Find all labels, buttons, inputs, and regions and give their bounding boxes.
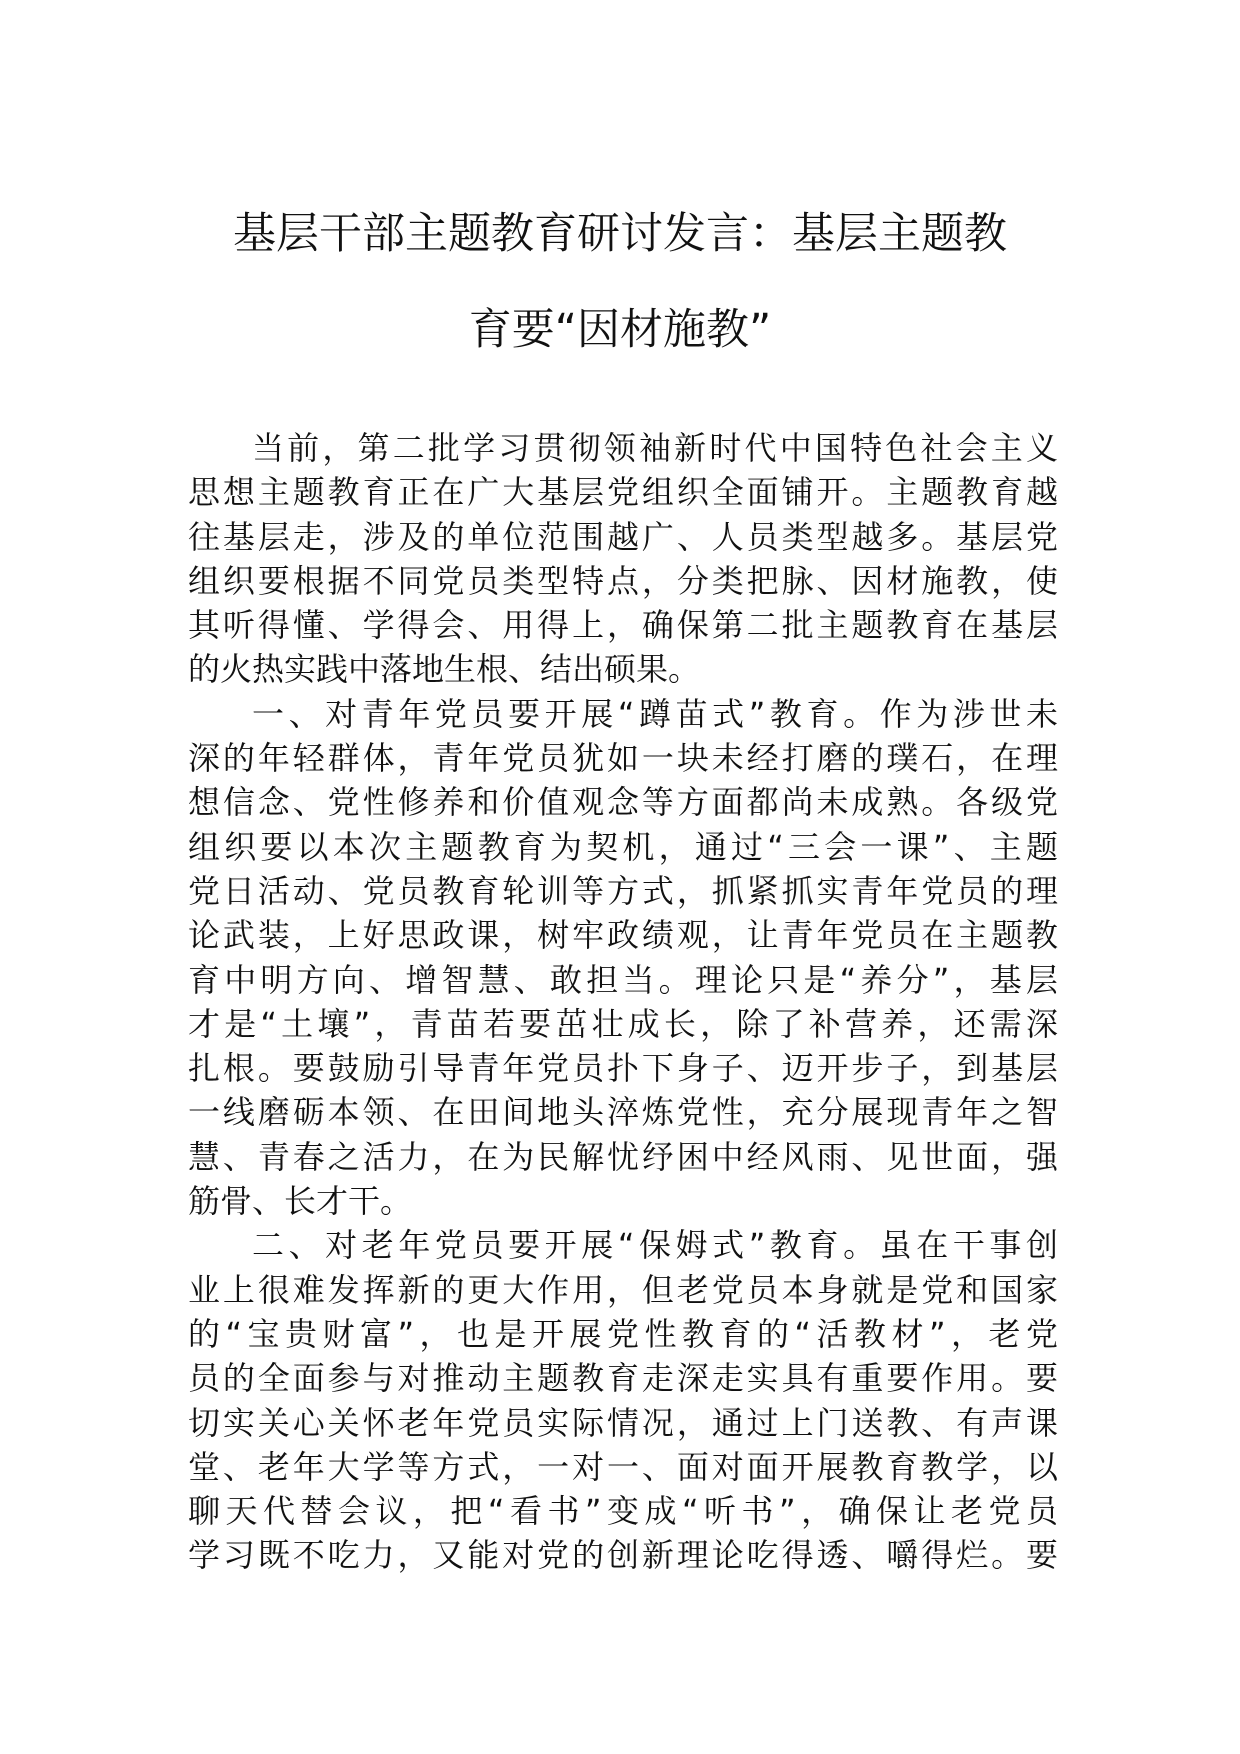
text-line: 当前，第二批学习贯彻领袖新时代中国特色社会主义	[252, 429, 1058, 467]
text-line: 聊天代替会议，把“看书”变成“听书”，确保让老党员	[188, 1492, 1058, 1531]
document-title	[180, 186, 1060, 378]
text-line: 深的年轻群体，青年党员犹如一块未经打磨的璞石，在理	[188, 739, 1058, 778]
text-line: 育中明方向、增智慧、敢担当。理论只是“养分”，基层	[188, 960, 1058, 999]
text-line: 一线磨砺本领、在田间地头淬炼党性，充分展现青年之智	[188, 1093, 1058, 1132]
text-line: 筋骨、长才干。	[188, 1182, 413, 1221]
text-line: 慧、青春之活力，在为民解忧纾困中经风雨、见世面，强	[188, 1137, 1058, 1176]
text-line: 组织要以本次主题教育为契机，通过“三会一课”、主题	[188, 827, 1058, 866]
paragraph-senior-members	[188, 1223, 1058, 1577]
text-line: 组织要根据不同党员类型特点，分类把脉、因材施教，使	[188, 561, 1058, 600]
text-line: 学习既不吃力，又能对党的创新理论吃得透、嚼得烂。要	[188, 1536, 1058, 1575]
text-line: 党日活动、党员教育轮训等方式，抓紧抓实青年党员的理	[188, 871, 1058, 910]
text-line: 论武装，上好思政课，树牢政绩观，让青年党员在主题教	[188, 916, 1058, 955]
text-line: 业上很难发挥新的更大作用，但老党员本身就是党和国家	[188, 1270, 1058, 1309]
text-line: 的“宝贵财富”，也是开展党性教育的“活教材”，老党	[188, 1314, 1058, 1353]
text-line: 的火热实践中落地生根、结出硕果。	[188, 650, 701, 689]
text-line: 才是“土壤”，青苗若要茁壮成长，除了补营养，还需深	[188, 1004, 1058, 1043]
text-line: 二、对老年党员要开展“保姆式”教育。虽在干事创	[252, 1226, 1058, 1265]
text-line: 员的全面参与对推动主题教育走深走实具有重要作用。要	[188, 1359, 1058, 1398]
title-line-1: 基层干部主题教育研讨发言：基层主题教	[233, 209, 1007, 259]
paragraph-young-members	[188, 692, 1058, 1224]
text-line: 切实关心关怀老年党员实际情况，通过上门送教、有声课	[188, 1403, 1058, 1442]
text-line: 往基层走，涉及的单位范围越广、人员类型越多。基层党	[188, 517, 1058, 556]
title-line-2: 育要“因材施教”	[468, 305, 772, 355]
text-line: 堂、老年大学等方式，一对一、面对面开展教育教学，以	[188, 1447, 1058, 1486]
text-line: 想信念、党性修养和价值观念等方面都尚未成熟。各级党	[188, 783, 1058, 822]
text-line: 一、对青年党员要开展“蹲苗式”教育。作为涉世未	[252, 694, 1058, 733]
text-line: 扎根。要鼓励引导青年党员扑下身子、迈开步子，到基层	[188, 1049, 1058, 1088]
text-line: 思想主题教育正在广大基层党组织全面铺开。主题教育越	[188, 473, 1058, 512]
paragraph-intro	[188, 426, 1058, 692]
document-body	[188, 426, 1058, 1578]
text-line: 其听得懂、学得会、用得上，确保第二批主题教育在基层	[188, 606, 1058, 645]
